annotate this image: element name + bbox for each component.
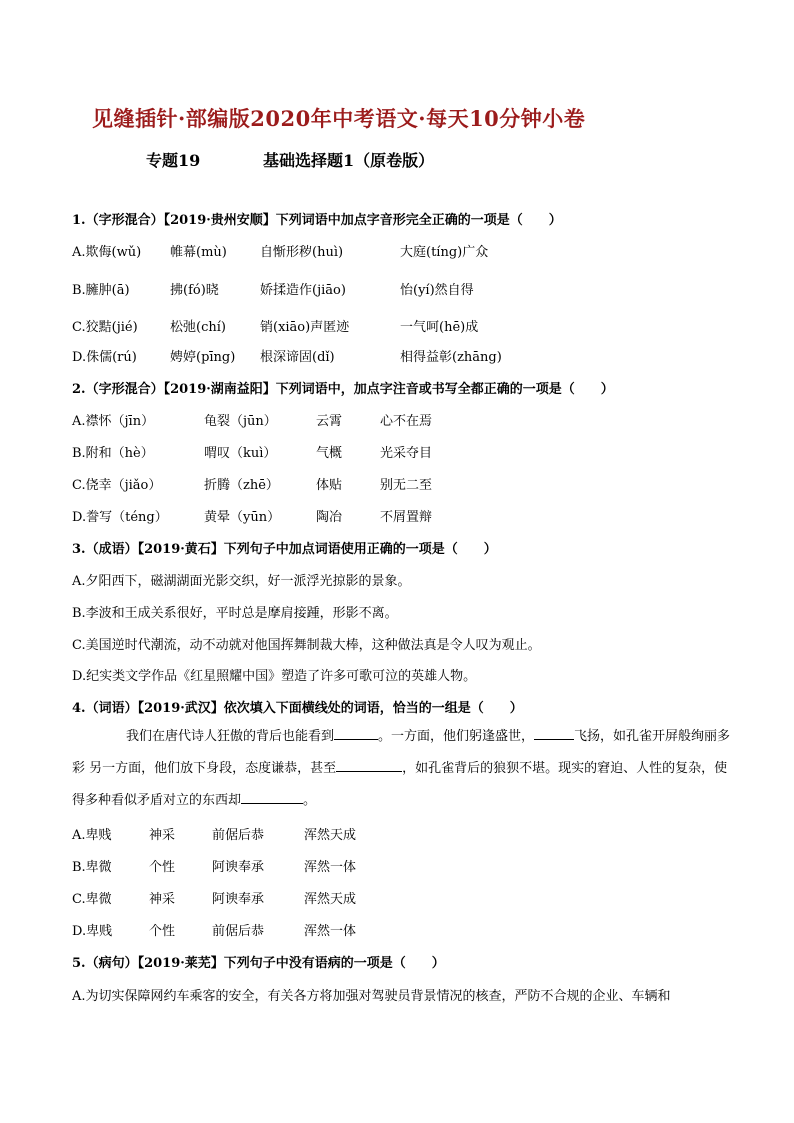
q1-option-b-3: 娇揉造作(jiāo) — [260, 283, 346, 298]
q4-option-a-2: 神采 — [149, 828, 176, 843]
q1-option-a-4: 大庭(tíng)广众 — [400, 245, 489, 260]
question-4-passage — [72, 721, 738, 817]
q2-option-d-1: D.誊写（téng） — [72, 510, 168, 525]
passage-part-2: 。一方面，他们躬逢盛世， — [378, 729, 535, 744]
question-3-stem: 3.（成语）【2019·黄石】下列句子中加点词语使用正确的一项是（ ） — [72, 542, 497, 557]
q2-option-b-3: 气概 — [316, 446, 343, 461]
q4-option-d-3: 前倨后恭 — [212, 924, 265, 939]
passage-part-1: 我们在唐代诗人狂傲的背后也能看到 — [126, 729, 335, 744]
q1-option-c-3: 销(xiāo)声匿迹 — [260, 320, 350, 335]
q1-option-b-4: 怡(yí)然自得 — [400, 283, 474, 298]
q1-option-d-1: D.侏儒(rú) — [72, 350, 137, 365]
q4-option-b-4: 浑然一体 — [304, 860, 357, 875]
q1-option-a-2: 帷幕(mù) — [170, 245, 227, 260]
question-2-stem: 2.（字形混合）【2019·湖南益阳】下列词语中，加点字注音或书写全都正确的一项是（ ） — [72, 382, 614, 397]
q4-option-c-4: 浑然天成 — [304, 892, 357, 907]
passage-part-5: 。 — [303, 793, 317, 808]
q1-option-d-4: 相得益彰(zhāng) — [400, 350, 502, 365]
fill-blank-3 — [336, 759, 402, 772]
q1-option-c-1: C.狡黠(jié) — [72, 320, 138, 335]
q4-option-d-2: 个性 — [149, 924, 176, 939]
q4-option-c-3: 阿谀奉承 — [212, 892, 265, 907]
q2-option-a-2: 龟裂（jūn） — [204, 414, 277, 429]
q2-option-d-4: 不屑置辩 — [380, 510, 433, 525]
q2-option-a-4: 心不在焉 — [380, 414, 433, 429]
fill-blank-4 — [241, 791, 303, 804]
question-1-stem: 1.（字形混合）【2019·贵州安顺】下列词语中加点字音形完全正确的一项是（ ） — [72, 213, 562, 228]
q2-option-c-3: 体贴 — [316, 478, 343, 493]
q1-option-d-2: 娉婷(pīng) — [170, 350, 236, 365]
q2-option-b-4: 光采夺目 — [380, 446, 433, 461]
q2-option-d-2: 黄晕（yūn） — [204, 510, 281, 525]
q2-option-b-2: 喟叹（kuì） — [204, 446, 277, 461]
q2-option-c-1: C.侥幸（jiǎo） — [72, 478, 162, 493]
q3-option-a: A.夕阳西下，磁湖湖面光影交织，好一派浮光掠影的景象。 — [72, 574, 411, 589]
q1-option-b-1: B.臃肿(ā) — [72, 283, 130, 298]
q2-option-a-1: A.襟怀（jīn） — [72, 414, 155, 429]
topic-number: 专题19 — [146, 151, 201, 170]
q1-option-c-2: 松弛(chí) — [170, 320, 226, 335]
q1-option-c-4: 一气呵(hē)成 — [400, 320, 479, 335]
q4-option-b-1: B.卑微 — [72, 860, 112, 875]
q1-option-b-2: 拂(fó)晓 — [170, 283, 219, 298]
q4-option-c-2: 神采 — [149, 892, 176, 907]
question-4-stem: 4.（词语）【2019·武汉】依次填入下面横线处的词语，恰当的一组是（ ） — [72, 701, 523, 716]
q2-option-c-4: 别无二至 — [380, 478, 433, 493]
q1-option-a-3: 自惭形秽(huì) — [260, 245, 344, 260]
q4-option-c-1: C.卑微 — [72, 892, 112, 907]
q1-option-a-1: A.欺侮(wǔ) — [72, 245, 142, 260]
q1-option-d-3: 根深谛固(dǐ) — [260, 350, 335, 365]
question-5-stem: 5.（病句）【2019·莱芜】下列句子中没有语病的一项是（ ） — [72, 956, 445, 971]
q3-option-b: B.李波和王成关系很好，平时总是摩肩接踵，形影不离。 — [72, 606, 398, 621]
q3-option-d: D.纪实类文学作品《红星照耀中国》塑造了许多可歌可泣的英雄人物。 — [72, 669, 477, 684]
fill-blank-2 — [534, 727, 574, 740]
q4-option-a-4: 浑然天成 — [304, 828, 357, 843]
q5-option-a: A.为切实保障网约车乘客的安全，有关各方将加强对驾驶员背景情况的核查，严防不合规的企业、车辆和 — [72, 989, 671, 1004]
q4-option-a-1: A.卑贱 — [72, 828, 112, 843]
q4-option-d-4: 浑然一体 — [304, 924, 357, 939]
page-title: 见缝插针·部编版2020年中考语文·每天10分钟小卷 — [92, 106, 586, 131]
q4-option-d-1: D.卑贱 — [72, 924, 113, 939]
q3-option-c: C.美国逆时代潮流，动不动就对他国挥舞制裁大棒，这种做法真是令人叹为观止。 — [72, 638, 541, 653]
topic-name: 基础选择题1（原卷版） — [263, 151, 435, 170]
q4-option-b-3: 阿谀奉承 — [212, 860, 265, 875]
fill-blank-1 — [334, 727, 378, 740]
q2-option-c-2: 折腾（zhē） — [204, 478, 279, 493]
q4-option-b-2: 个性 — [149, 860, 176, 875]
passage-part-4: ，如孔雀背后的狼狈不堪。现实的窘迫、人性的复杂，使得多种看似矛盾对立的东西却 — [72, 761, 728, 808]
q2-option-d-3: 陶冶 — [316, 510, 343, 525]
q4-option-a-3: 前倨后恭 — [212, 828, 265, 843]
passage-part-3: 飞扬，如孔雀开屏般绚丽多彩 另一方面，他们放下身段，态度谦恭，甚至 — [72, 729, 731, 776]
q2-option-b-1: B.附和（hè） — [72, 446, 154, 461]
q2-option-a-3: 云霄 — [316, 414, 343, 429]
